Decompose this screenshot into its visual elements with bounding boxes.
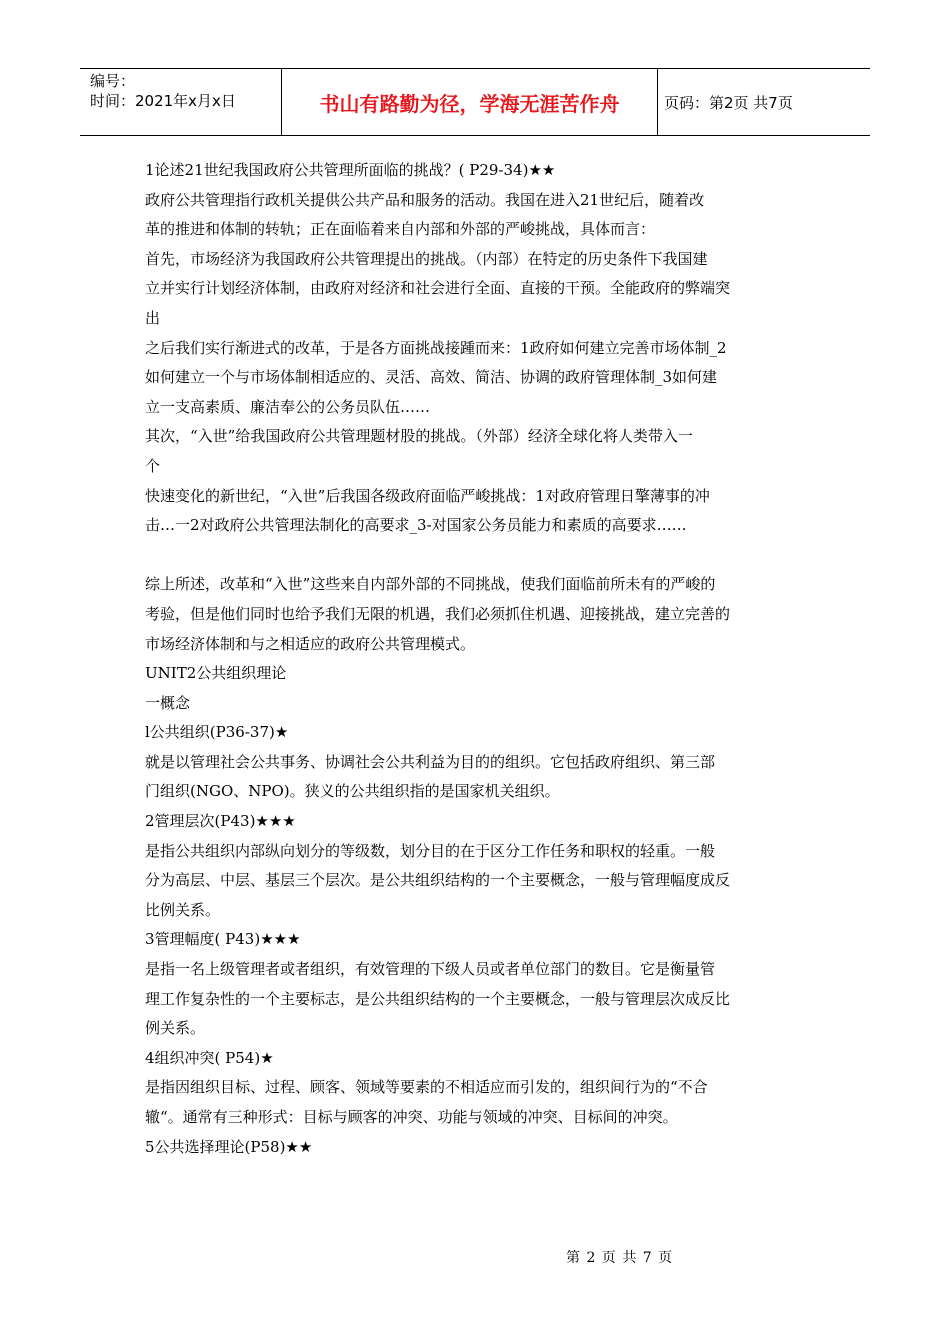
- text-line: 考验，但是他们同时也给予我们无限的机遇，我们必须抓住机遇、迎接挑战，建立完善的: [145, 604, 731, 623]
- text-line: l公共组织(P36-37)★: [145, 723, 289, 742]
- text-line: 分为高层、中层、基层三个层次。是公共组织结构的一个主要概念，一般与管理幅度成反: [145, 871, 731, 890]
- header-meta: [80, 69, 282, 135]
- document-body: [145, 156, 805, 1162]
- text-line: 例关系。: [145, 1019, 206, 1038]
- text-line: 是指因组织目标、过程、顾客、领域等要素的不相适应而引发的，组织间行为的“不合: [145, 1078, 708, 1097]
- text-line: 革的推进和体制的转轨；正在面临着来自内部和外部的严峻挑战，具体而言：: [145, 220, 656, 239]
- text-line: 其次，“入世”给我国政府公共管理题材股的挑战。（外部）经济全球化将人类带入一: [145, 427, 693, 446]
- header-page-cell: [658, 69, 870, 135]
- text-line: 2管理层次(P43)★★★: [145, 812, 296, 831]
- text-line: 1论述21世纪我国政府公共管理所面临的挑战？( P29-34)★★: [145, 161, 556, 179]
- text-line: 3管理幅度( P43)★★★: [145, 930, 301, 949]
- text-line: 立并实行计划经济体制，由政府对经济和社会进行全面、直接的干预。全能政府的弊端突: [145, 279, 731, 298]
- page-footer: 第 2 页 共 7 页: [566, 1250, 674, 1266]
- header-motto-cell: [282, 69, 658, 135]
- text-line: 一概念: [145, 693, 191, 712]
- text-line: 击…一2对政府公共管理法制化的高要求_3-对国家公务员能力和素质的高要求……: [145, 516, 687, 535]
- text-line: 辙“。通常有三种形式：目标与顾客的冲突、功能与领域的冲突、目标间的冲突。: [145, 1108, 678, 1126]
- text-line: 如何建立一个与市场体制相适应的、灵活、高效、简洁、协调的政府管理体制_3如何建: [145, 368, 718, 387]
- text-line: 市场经济体制和与之相适应的政府公共管理模式。: [145, 634, 476, 653]
- text-line: 门组织(NGO、NPO)。狭义的公共组织指的是国家机关组织。: [145, 782, 560, 801]
- text-line: 首先，市场经济为我国政府公共管理提出的挑战。（内部）在特定的历史条件下我国建: [145, 249, 708, 268]
- text-line: 政府公共管理指行政机关提供公共产品和服务的活动。我国在进入21世纪后，随着改: [145, 190, 705, 209]
- text-line: 是指公共组织内部纵向划分的等级数，划分目的在于区分工作任务和职权的轻重。一般: [145, 841, 716, 860]
- text-line: 是指一名上级管理者或者组织，有效管理的下级人员或者单位部门的数目。它是衡量管: [145, 960, 716, 979]
- text-line: 立一支高素质、廉洁奉公的公务员队伍……: [145, 397, 431, 416]
- page-header: [80, 68, 870, 136]
- text-line: 快速变化的新世纪，“入世”后我国各级政府面临严峻挑战：1对政府管理日擎薄事的冲: [145, 486, 710, 505]
- text-line: 4组织冲突( P54)★: [145, 1048, 274, 1067]
- document-date-label: 时间：2021年x月x日: [90, 92, 236, 110]
- header-motto: 书山有路勤为径，学海无涯苦作舟: [319, 91, 620, 116]
- text-line: 综上所述，改革和“入世”这些来自内部外部的不同挑战，使我们面临前所未有的严峻的: [145, 575, 716, 594]
- text-line: [145, 541, 805, 571]
- text-line: 5公共选择理论(P58)★★: [145, 1137, 313, 1156]
- text-line: 个: [145, 456, 161, 475]
- document-number-label: 编号：: [90, 72, 136, 90]
- text-line: 就是以管理社会公共事务、协调社会公共利益为目的的组织。它包括政府组织、第三部: [145, 752, 716, 771]
- text-line: 比例关系。: [145, 900, 221, 919]
- header-page-number: 页码：第2页 共7页: [664, 93, 793, 112]
- text-line: UNIT2公共组织理论: [145, 664, 287, 683]
- text-line: 理工作复杂性的一个主要标志，是公共组织结构的一个主要概念，一般与管理层次成反比: [145, 989, 731, 1008]
- text-line: 之后我们实行渐进式的改革，于是各方面挑战接踵而来：1政府如何建立完善市场体制_2: [145, 338, 727, 357]
- text-line: 出: [145, 308, 161, 327]
